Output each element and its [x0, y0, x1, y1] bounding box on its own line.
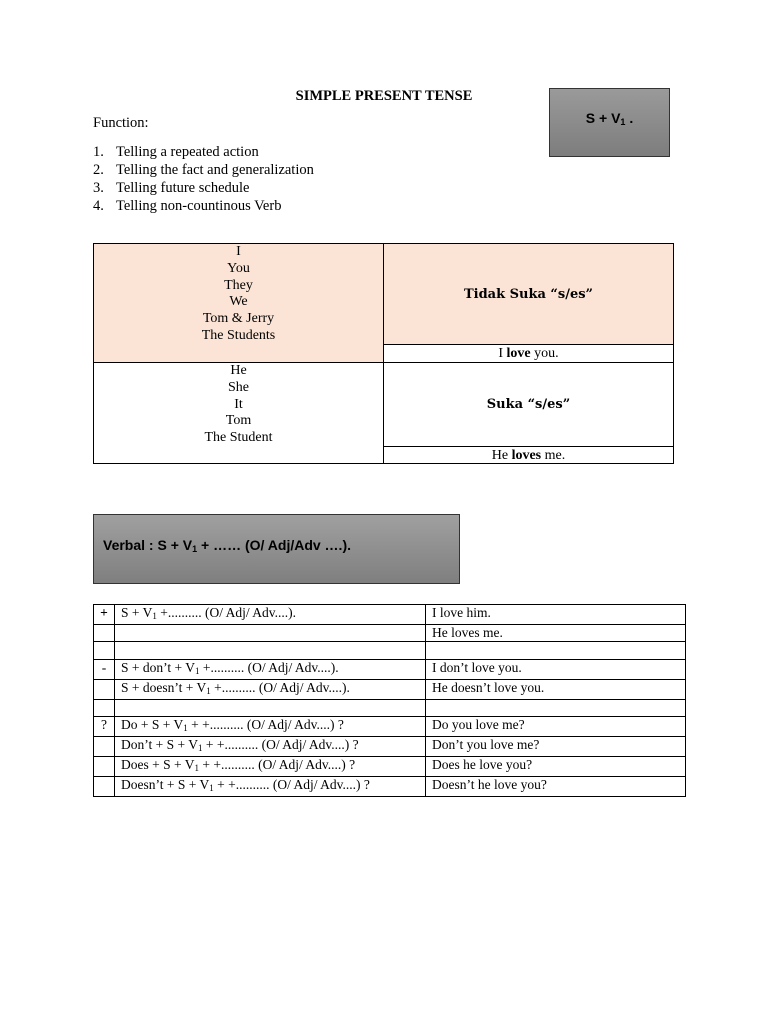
pattern-example: He loves me.	[426, 625, 686, 642]
pattern-formula: S + don’t + $V_1$ +.......... (O/ Adj/ Adv....).	[115, 659, 426, 679]
pattern-row	[94, 699, 686, 716]
pattern-row	[94, 605, 686, 625]
s-rule-cell	[384, 363, 673, 447]
formula-box	[549, 88, 670, 157]
function-label: Function:	[93, 115, 149, 131]
pattern-example: Doesn’t he love you?	[426, 776, 686, 796]
function-item: 1. Telling a repeated action	[93, 144, 259, 160]
pattern-formula: $S + V_1$ +.......... (O/ Adj/ Adv....).	[115, 605, 426, 625]
pattern-row	[94, 625, 686, 642]
pattern-table	[93, 604, 686, 797]
pattern-formula: Does + $S + V_1$ + +.......... (O/ Adj/ Adv....) ?	[115, 756, 426, 776]
pattern-symbol	[94, 776, 115, 796]
pattern-symbol	[94, 699, 115, 716]
subject-item: He	[230, 363, 247, 378]
pattern-example: I love him.	[426, 605, 686, 625]
pattern-symbol	[94, 756, 115, 776]
singular-subjects-cell	[94, 363, 384, 463]
no-s-rule: Tidak Suka “s/es”	[463, 286, 594, 302]
pattern-formula	[115, 625, 426, 642]
pattern-example: Does he love you?	[426, 756, 686, 776]
pattern-symbol: ?	[94, 716, 115, 736]
pattern-example: Do you love me?	[426, 716, 686, 736]
no-s-rule-cell	[384, 244, 673, 345]
plural-example-cell	[384, 345, 673, 363]
pattern-formula: Doesn’t + $S + V_1$ + +.......... (O/ Adj/ Adv....) ?	[115, 776, 426, 796]
pattern-symbol: +	[94, 605, 115, 625]
singular-example-cell	[384, 447, 673, 463]
pattern-example: Don’t you love me?	[426, 736, 686, 756]
pattern-row	[94, 716, 686, 736]
singular-example: He loves me.	[491, 448, 566, 463]
subject-item: The Student	[204, 430, 273, 446]
s-rule: Suka “s/es”	[486, 397, 571, 412]
pattern-formula	[115, 642, 426, 659]
verbal-formula: Verbal : $S + V_1$ + …… (O/ Adj/Adv ….).	[103, 537, 352, 554]
page-title: SIMPLE PRESENT TENSE	[295, 88, 473, 104]
pattern-symbol: -	[94, 659, 115, 679]
pattern-symbol	[94, 736, 115, 756]
function-item: 2. Telling the fact and generalization	[93, 162, 314, 178]
subject-item: It	[234, 396, 243, 412]
pattern-row	[94, 756, 686, 776]
pattern-row	[94, 736, 686, 756]
pattern-example: He doesn’t love you.	[426, 679, 686, 699]
plural-example: I love you.	[498, 346, 559, 361]
pattern-row	[94, 679, 686, 699]
subject-item: She	[228, 379, 249, 395]
pattern-row	[94, 659, 686, 679]
subject-item: You	[227, 260, 250, 276]
pattern-example: I don’t love you.	[426, 659, 686, 679]
pattern-symbol	[94, 679, 115, 699]
pattern-formula: Don’t + $S + V_1$ + +.......... (O/ Adj/ Adv....) ?	[115, 736, 426, 756]
pattern-formula	[115, 699, 426, 716]
subject-item: I	[236, 244, 241, 259]
pattern-row	[94, 776, 686, 796]
formula-text: $S + V_1$ .	[585, 110, 634, 127]
verbal-formula-box	[93, 514, 460, 584]
plural-subjects-cell	[94, 244, 384, 363]
pattern-example	[426, 642, 686, 659]
pattern-symbol	[94, 642, 115, 659]
subject-item: They	[224, 277, 253, 293]
function-item: 4. Telling non-countinous Verb	[93, 198, 282, 214]
pattern-symbol	[94, 625, 115, 642]
subject-item: Tom & Jerry	[202, 311, 275, 327]
pattern-formula: S + doesn’t + $V_1$ +.......... (O/ Adj/ Adv....).	[115, 679, 426, 699]
subject-item: Tom	[225, 413, 252, 429]
subject-table	[93, 243, 674, 464]
subject-item: We	[229, 294, 248, 310]
function-item: 3. Telling future schedule	[93, 180, 250, 196]
pattern-formula: $Do + S + V_1$ + +.......... (O/ Adj/ Adv....) ?	[115, 716, 426, 736]
function-list	[93, 143, 314, 215]
subject-item: The Students	[201, 327, 276, 343]
pattern-row	[94, 642, 686, 659]
pattern-example	[426, 699, 686, 716]
